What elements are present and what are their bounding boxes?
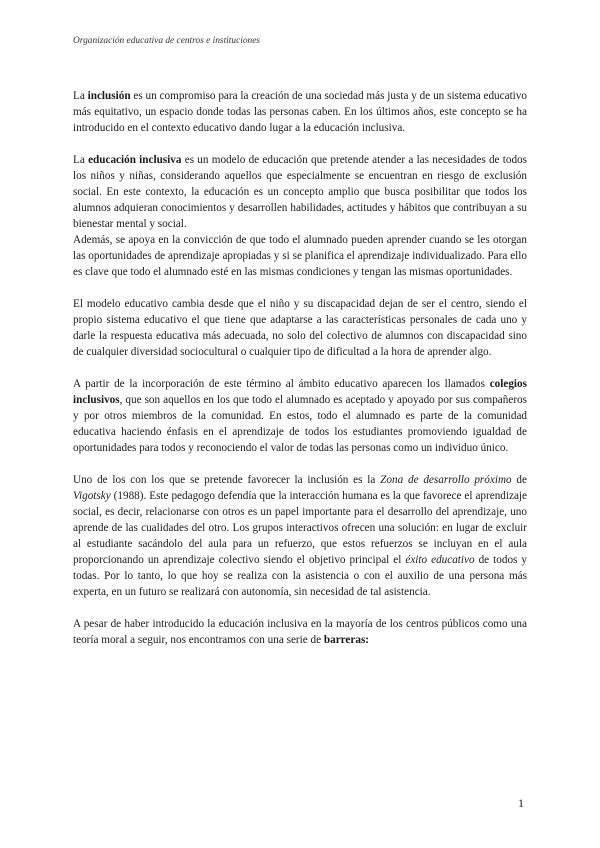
term-zpd: Zona de desarrollo próximo (380, 474, 512, 486)
paragraph-inclusive-schools: A partir de la incorporación de este término al ámbito educativo aparecen los llamados colegios inclusivos, que son aquellos en los que todo el alumnado es aceptado y apoyado por sus compañeros y por otros miembros de la comunidad. En estos, todo el alumnado es parte de la comunidad educativa haciendo énfasis en el aprendizaje de todos los estudiantes promoviendo igualdad de oportunidades para todos y reconociendo el valor de todas las personas como un individuo único. (73, 378, 527, 454)
paragraph-inclusive-education: La educación inclusiva es un modelo de educación que pretende atender a las necesidades de todos los niños y niñas, considerando aquellos que especialmente se encuentran en riesgo de exclusión social. En este contexto, la educación es un concepto amplio que busca posibilitar que todos los alumnos adquieran conocimientos y desarrollen habilidades, actitudes y hábitos que contribuyan a su bienestar mental y social. (73, 154, 527, 230)
page-number: 1 (518, 796, 524, 810)
term-vigotsky: Vigotsky (73, 490, 111, 502)
term-barriers: barreras: (323, 634, 370, 646)
document-body (73, 88, 527, 648)
paragraph-inclusion: La inclusión es un compromiso para la creación de una sociedad más justa y de un sistema educativo más equitativo, un espacio donde todas las personas caben. En los últimos años, este concepto se ha introducido en el contexto educativo dando lugar a la educación inclusiva. (73, 90, 527, 134)
term-inclusive-education: educación inclusiva (88, 154, 182, 166)
term-inclusion: inclusión (87, 90, 131, 102)
term-inclusive-schools: colegios inclusivos (73, 378, 527, 406)
paragraph-barriers: A pesar de haber introducido la educación inclusiva en la mayoría de los centros públicos como una teoría moral a seguir, nos encontramos con una serie de barreras: (73, 618, 527, 646)
paragraph-conviction: Además, se apoya en la convicción de que todo el alumnado pueden aprender cuando se les otorgan las oportunidades de aprendizaje apropiadas y si se planifica el aprendizaje individualizado. Para ello es clave que todo el alumnado esté en las mismas condiciones y tengan las mismas oportunidades. (73, 234, 527, 278)
paragraph-model-change: El modelo educativo cambia desde que el niño y su discapacidad dejan de ser el centro, siendo el propio sistema educativo el que tiene que adaptarse a las características personales de cada uno y darle la respuesta educativa más adecuada, no solo del colectivo de alumnos con discapacidad sino de cualquier diversidad sociocultural o cualquier tipo de dificultad a la hora de aprender algo. (73, 298, 527, 358)
term-educational-success: éxito educativo (405, 554, 475, 566)
paragraph-vigotsky: Uno de los con los que se pretende favorecer la inclusión es la Zona de desarrollo próximo de Vigotsky (1988). Este pedagogo defendía que la interacción humana es la que favorece el aprendizaje social, es decir, relacionarse con otros es un papel importante para el desarrollo del aprendizaje, uno aprende de las cualidades del otro. Los grupos interactivos ofrecen una solución: en lugar de excluir al estudiante sacándolo del aula para un refuerzo, que estos refuerzos se incluyan en el aula proporcionando un aprendizaje colectivo siendo el objetivo principal el éxito educativo de todos y todas. Por lo tanto, lo que hoy se realiza con la asistencia o con el auxilio de una persona más experta, en un futuro se realizará con autonomía, sin necesidad de tal asistencia. (73, 474, 527, 598)
running-header: Organización educativa de centros e instituciones (73, 36, 261, 46)
